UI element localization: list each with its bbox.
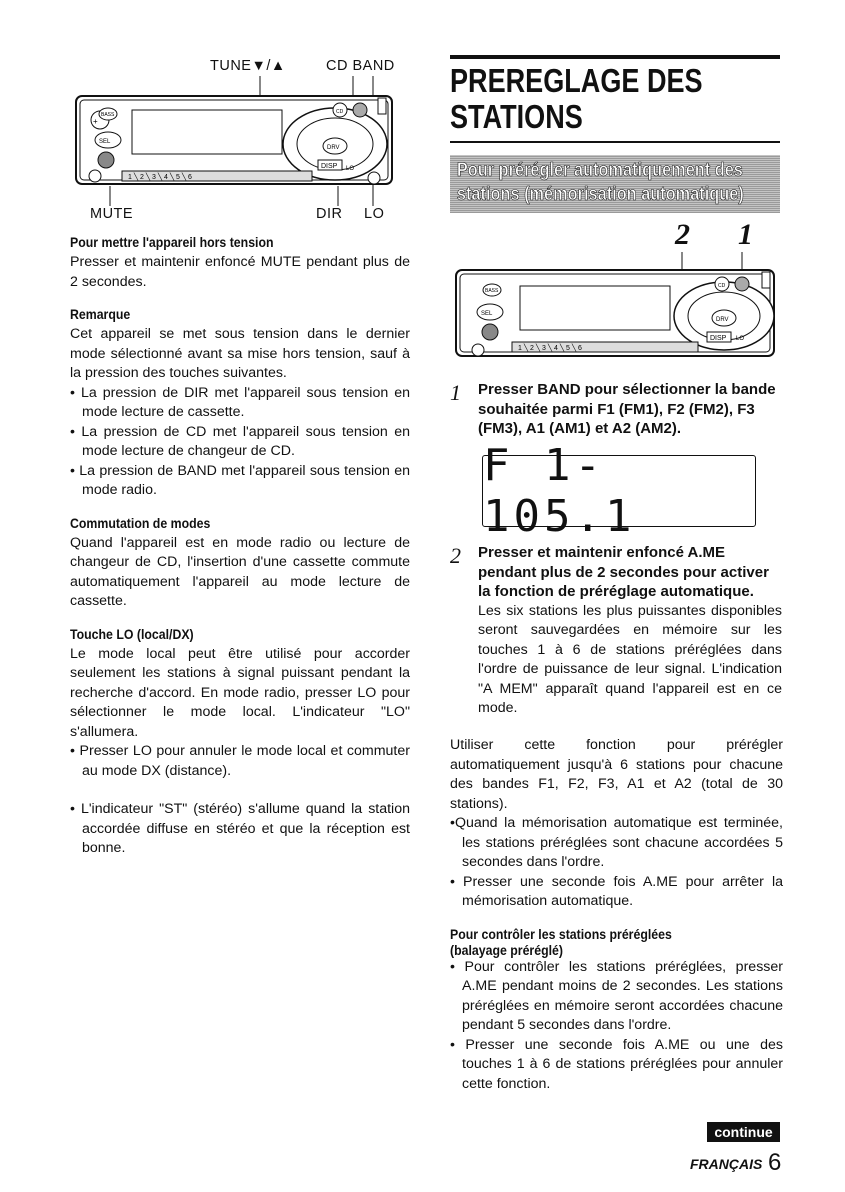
section-title: Commutation de modes <box>70 514 211 531</box>
figure-number: 2 <box>675 218 690 251</box>
step-number: 2 <box>450 543 461 568</box>
bullet: • Presser une seconde fois A.ME ou une des touches 1 à 6 de stations préréglées pour annuler cette fonction. <box>450 1036 783 1092</box>
car-stereo-panel-illustration <box>452 252 782 362</box>
paragraph: Presser et maintenir enfoncé MUTE pendant plus de 2 secondes. <box>70 254 410 290</box>
section-title: (balayage préréglé) <box>450 941 563 958</box>
bullet: •Quand la mémorisation automatique est terminée, les stations préréglées sont chacune accordées 5 secondes dans l'ordre. <box>450 815 783 870</box>
svg-text:LO: LO <box>736 336 745 342</box>
paragraph: Les six stations les plus puissantes disponibles seront sauvegardées en mémoire sur les touches 1 à 6 de stations préréglées dans l'ordre de puissance de leur signal. L'indication "A MEM" apparaît quand l'appareil est en ce mode. <box>478 602 782 716</box>
svg-text:DRV: DRV <box>716 317 729 323</box>
svg-text:DISP: DISP <box>710 335 727 342</box>
banner-line: stations (mémorisation automatique) <box>456 184 744 205</box>
paragraph: Quand l'appareil est en mode radio ou lecture de changeur de CD, l'insertion d'une cassette commute automatiquement l'appareil au mode lecture de cassette. <box>70 534 410 609</box>
svg-text:CD: CD <box>336 109 344 115</box>
continue-badge: continue <box>707 1122 780 1142</box>
bullet: • La pression de BAND met l'appareil sous tension en mode radio. <box>70 462 410 498</box>
bullet: • Pour contrôler les stations préréglées, presser A.ME pendant moins de 2 secondes. Les stations préréglées en mémoire seront accordées chacune pendant 5 secondes dans l'ordre. <box>450 958 783 1033</box>
step-number: 1 <box>450 380 461 405</box>
bullet: • Presser une seconde fois A.ME pour arrêter la mémorisation automatique. <box>450 873 783 909</box>
paragraph: Le mode local peut être utilisé pour accorder seulement les stations à signal puissant pendant la recherche d'accord. En mode radio, presser LO pour sélectionner le mode local. L'indicateur "LO" s'allumera. <box>70 645 410 740</box>
paragraph: Utiliser cette fonction pour prérégler automatiquement jusqu'à 6 stations pour chacune des bandes F1, F2, F3, A1 et A2 (total de 30 stations). <box>450 737 783 812</box>
figure-number: 1 <box>738 218 753 251</box>
svg-text:SEL: SEL <box>99 139 111 145</box>
label-dir: DIR <box>316 206 343 222</box>
svg-text:BASS: BASS <box>101 112 115 118</box>
paragraph: Cet appareil se met sous tension dans le dernier mode sélectionné avant sa mise hors tension, sauf à la pression des touches suivantes. <box>70 326 410 381</box>
bullet: • La pression de CD met l'appareil sous tension en mode lecture de changeur de CD. <box>70 423 410 459</box>
label-mute: MUTE <box>90 206 134 222</box>
car-stereo-panel-illustration <box>70 76 400 206</box>
section-title: Pour mettre l'appareil hors tension <box>70 234 274 250</box>
bullet: • L'indicateur "ST" (stéréo) s'allume quand la station accordée diffuse en stéréo et que la réception est bonne. <box>70 801 410 856</box>
section-banner <box>450 155 780 213</box>
step-instruction: Presser et maintenir enfoncé A.ME pendant plus de 2 secondes pour activer la fonction de préréglage automatique. <box>478 544 769 600</box>
bullet: • Presser LO pour annuler le mode local et commuter au mode DX (distance). <box>70 743 410 779</box>
page-number: 6 <box>768 1149 782 1176</box>
svg-text:SEL: SEL <box>481 311 493 317</box>
svg-text:1 ╲ 2 ╲ 3 ╲ 4 ╲ 5 ╲ 6: 1 ╲ 2 ╲ 3 ╲ 4 ╲ 5 ╲ 6 <box>128 174 192 181</box>
svg-text:DISP: DISP <box>321 163 338 170</box>
lcd-readout: F 1-105.1 <box>483 440 636 542</box>
title-rule-bottom <box>450 141 780 143</box>
label-lo: LO <box>364 206 385 222</box>
svg-text:LO: LO <box>346 166 355 172</box>
svg-text:BASS: BASS <box>485 288 499 294</box>
section-title: Touche LO (local/DX) <box>70 625 194 642</box>
left-text <box>70 234 410 859</box>
lcd-display <box>482 440 756 542</box>
svg-text:CD: CD <box>718 283 726 289</box>
label-cd-band: CD BAND <box>326 58 395 74</box>
right-body <box>450 736 783 1094</box>
step-body <box>478 543 782 719</box>
page-title: PREREGLAGE DES STATIONS <box>450 62 703 135</box>
section-title: Remarque <box>70 306 131 322</box>
step-instruction: Presser BAND pour sélectionner la bande souhaitée parmi F1 (FM1), F2 (FM2), F3 (FM3), A1 (AM1) et A2 (AM2). <box>478 381 776 437</box>
bullet: • La pression de DIR met l'appareil sous tension en mode lecture de cassette. <box>70 384 410 420</box>
footer-language: FRANÇAIS <box>690 1156 763 1172</box>
banner-line: Pour prérégler automatiquement des <box>456 160 743 181</box>
svg-text:+: + <box>93 117 98 126</box>
label-tune: TUNE▼/▲ <box>210 58 286 74</box>
svg-text:1 ╲ 2 ╲ 3 ╲ 4 ╲ 5 ╲ 6: 1 ╲ 2 ╲ 3 ╲ 4 ╲ 5 ╲ 6 <box>518 345 582 352</box>
section-title: Pour contrôler les stations préréglées <box>450 925 672 942</box>
title-rule-top <box>450 55 780 59</box>
svg-text:DRV: DRV <box>327 145 340 151</box>
